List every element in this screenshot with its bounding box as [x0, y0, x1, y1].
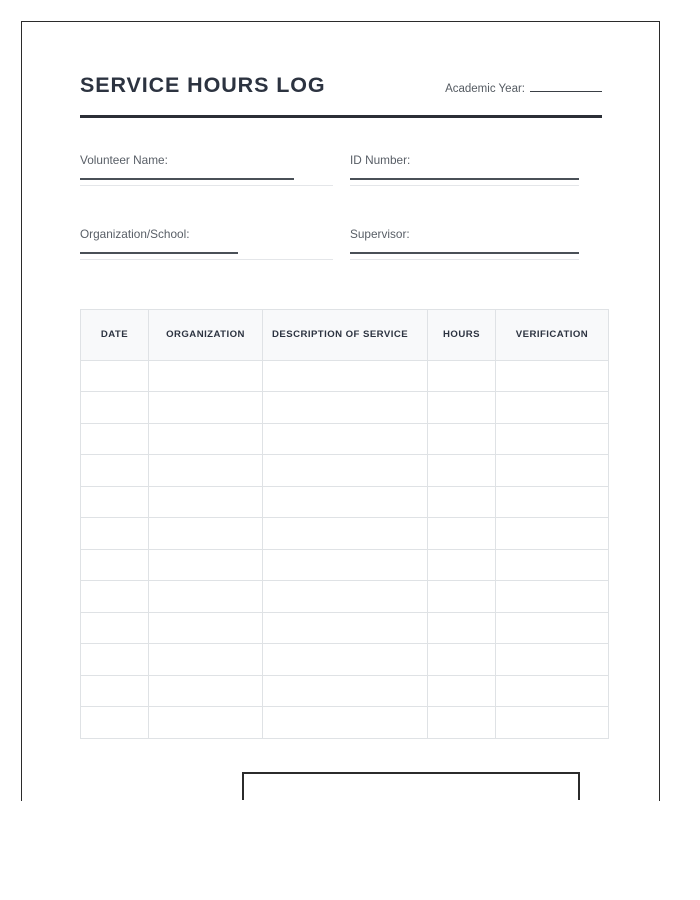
table-cell-description[interactable] [263, 581, 428, 613]
table-row [81, 644, 609, 676]
table-cell-organization[interactable] [149, 612, 263, 644]
table-cell-organization[interactable] [149, 518, 263, 550]
table-cell-date[interactable] [81, 392, 149, 424]
table-header-row [81, 309, 609, 360]
table-cell-date[interactable] [81, 455, 149, 487]
table-cell-date[interactable] [81, 518, 149, 550]
table-cell-hours[interactable] [428, 612, 496, 644]
table-cell-organization[interactable] [149, 581, 263, 613]
table-cell-hours[interactable] [428, 549, 496, 581]
table-cell-organization[interactable] [149, 549, 263, 581]
table-cell-organization[interactable] [149, 486, 263, 518]
table-cell-date[interactable] [81, 486, 149, 518]
table-cell-description[interactable] [263, 518, 428, 550]
field-input-supervisor[interactable] [350, 252, 579, 253]
table-row [81, 518, 609, 550]
title-divider [80, 115, 602, 118]
column-header-description: DESCRIPTION OF SERVICE [263, 309, 428, 360]
table-row [81, 549, 609, 581]
table-cell-hours[interactable] [428, 675, 496, 707]
table-cell-verification[interactable] [496, 518, 609, 550]
table-cell-organization[interactable] [149, 360, 263, 392]
table-cell-hours[interactable] [428, 644, 496, 676]
table-cell-description[interactable] [263, 455, 428, 487]
field-label-id-number: ID Number: [350, 152, 411, 167]
field-box-id-number [350, 185, 579, 186]
table-cell-verification[interactable] [496, 360, 609, 392]
academic-year-label: Academic Year: [445, 83, 525, 95]
table-cell-verification[interactable] [496, 392, 609, 424]
column-header-date: DATE [81, 309, 149, 360]
page-content [80, 74, 602, 739]
table-cell-hours[interactable] [428, 360, 496, 392]
table-cell-date[interactable] [81, 360, 149, 392]
table-cell-date[interactable] [81, 581, 149, 613]
table-cell-verification[interactable] [496, 549, 609, 581]
table-cell-organization[interactable] [149, 392, 263, 424]
table-cell-organization[interactable] [149, 455, 263, 487]
table-cell-description[interactable] [263, 549, 428, 581]
field-label-supervisor: Supervisor: [350, 226, 410, 241]
field-input-id-number[interactable] [350, 178, 579, 179]
table-row [81, 455, 609, 487]
field-box-organization-school [80, 259, 333, 260]
table-row [81, 707, 609, 739]
table-cell-hours[interactable] [428, 486, 496, 518]
table-cell-verification[interactable] [496, 581, 609, 613]
academic-year-input[interactable] [530, 80, 602, 92]
page-title: SERVICE HOURS LOG [80, 73, 326, 97]
table-cell-hours[interactable] [428, 455, 496, 487]
table-cell-date[interactable] [81, 644, 149, 676]
table-cell-description[interactable] [263, 707, 428, 739]
table-cell-organization[interactable] [149, 707, 263, 739]
field-volunteer-name [80, 153, 350, 186]
table-row [81, 392, 609, 424]
table-cell-hours[interactable] [428, 581, 496, 613]
table-cell-verification[interactable] [496, 612, 609, 644]
table-cell-description[interactable] [263, 423, 428, 455]
table-cell-verification[interactable] [496, 707, 609, 739]
document-page [21, 21, 660, 881]
table-cell-date[interactable] [81, 612, 149, 644]
field-supervisor [350, 227, 602, 260]
table-cell-verification[interactable] [496, 644, 609, 676]
field-label-volunteer-name: Volunteer Name: [80, 152, 168, 167]
table-cell-organization[interactable] [149, 644, 263, 676]
column-header-verification: VERIFICATION [496, 309, 609, 360]
table-cell-date[interactable] [81, 707, 149, 739]
table-cell-hours[interactable] [428, 707, 496, 739]
table-cell-date[interactable] [81, 675, 149, 707]
field-box-supervisor [350, 259, 579, 260]
table-row [81, 675, 609, 707]
table-cell-date[interactable] [81, 549, 149, 581]
table-cell-description[interactable] [263, 644, 428, 676]
field-input-volunteer-name[interactable] [80, 178, 294, 179]
column-header-hours: HOURS [428, 309, 496, 360]
field-box-volunteer-name [80, 185, 333, 186]
field-input-organization-school[interactable] [80, 252, 238, 253]
table-cell-description[interactable] [263, 675, 428, 707]
academic-year-field[interactable] [445, 80, 602, 96]
table-header [81, 309, 609, 360]
table-cell-description[interactable] [263, 486, 428, 518]
table-cell-verification[interactable] [496, 486, 609, 518]
table-cell-hours[interactable] [428, 392, 496, 424]
table-cell-organization[interactable] [149, 675, 263, 707]
field-id-number [350, 153, 602, 186]
table-cell-verification[interactable] [496, 675, 609, 707]
document-header [80, 74, 602, 98]
table-cell-verification[interactable] [496, 423, 609, 455]
table-row [81, 612, 609, 644]
table-row [81, 581, 609, 613]
table-cell-date[interactable] [81, 423, 149, 455]
column-header-organization: ORGANIZATION [149, 309, 263, 360]
service-hours-table [80, 309, 609, 739]
table-cell-description[interactable] [263, 360, 428, 392]
table-row [81, 486, 609, 518]
form-fields-grid [80, 153, 602, 260]
table-cell-verification[interactable] [496, 455, 609, 487]
table-row [81, 360, 609, 392]
field-label-organization-school: Organization/School: [80, 226, 190, 241]
table-body [81, 360, 609, 738]
table-row [81, 423, 609, 455]
page-bottom-clip [0, 801, 700, 900]
field-organization-school [80, 227, 350, 260]
table-cell-hours[interactable] [428, 518, 496, 550]
table-cell-hours[interactable] [428, 423, 496, 455]
table-cell-description[interactable] [263, 612, 428, 644]
table-cell-organization[interactable] [149, 423, 263, 455]
table-cell-description[interactable] [263, 392, 428, 424]
